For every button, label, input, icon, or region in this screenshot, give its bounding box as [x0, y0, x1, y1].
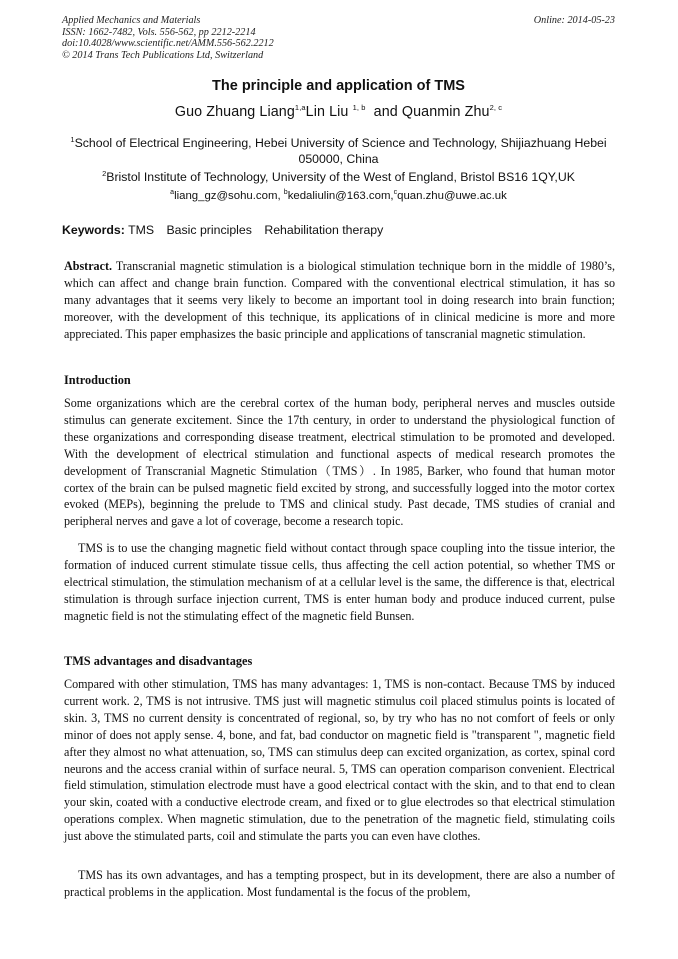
email-address[interactable]: quan.zhu@uwe.ac.uk [397, 190, 507, 202]
author-name: Lin Liu [305, 104, 349, 120]
email-list [62, 189, 615, 202]
email-address[interactable]: liang_gz@sohu.com, [174, 190, 281, 202]
affiliation-2 [62, 166, 615, 186]
affiliation-mark: 2 [102, 169, 107, 178]
affiliation-text: Bristol Institute of Technology, University of the West of England, Bristol BS16 1QY,UK [106, 170, 575, 184]
paragraph: Compared with other stimulation, TMS has many advantages: 1, TMS is non-contact. Because TMS by induced current work. 2, TMS is not intrusive. TMS just will magnetic stimulus coil placed stimulus points is located of skin. 3, TMS no current density is concentrated of regional, so, by try who has no not comfort of feels or only minor of does not apply sense. 4, bone, and fat, bad conductor on magnetic field is "transparent ", magnetic field after they almost no what attenuation, so, TMS can stimulus deep can excited organization, as cortex, spinal cord neurons and the access cranial within of surface neural. 5, TMS can operation comparison convenient. Electrical field stimulation, stimulation electrode must have a good electrical contact with the skin, and to that end to clean your skin, coated with a conductive electrode cream, and fixed or to glue electrodes so that electrical stimulation operations complex. When magnetic stimulation, due to the penetration of the magnetic field, stimulating coils just above the stimulated parts, coil and stimulate the parts you can even have clothes. [64, 677, 615, 844]
author-name: Quanmin Zhu [401, 104, 490, 120]
section-heading-introduction: Introduction [64, 373, 131, 387]
affiliation-text: School of Electrical Engineering, Hebei University of Science and Technology, Shijiazhuang Hebei 050000, China [74, 136, 607, 166]
online-date: Online: 2014-05-23 [533, 15, 615, 26]
paper-title: The principle and application of TMS [212, 78, 465, 94]
paragraph: TMS is to use the changing magnetic field without contact through space coupling into the tissue interior, the formation of induced current stimulate tissue cells, thus affecting the cell action potential, so whether TMS or electrical stimulation, the stimulation mechanism of at a cellular level is the same, the difference is that, electrical stimulation is through surface injection current, TMS is enter human body and produce induced current, pulse magnetic field is not the stimulating effect of the magnetic field Bunsen. [64, 541, 615, 623]
abstract [64, 258, 615, 343]
author-affiliation-mark: 1, b [352, 103, 366, 112]
doi-line: doi:10.4028/www.scientific.net/AMM.556-562.2212 [62, 38, 274, 50]
abstract-label: Abstract. [64, 259, 113, 273]
affiliation-1 [62, 132, 615, 167]
keyword: Basic principles [166, 223, 252, 237]
email-mark: b [283, 189, 288, 196]
author-name: Guo Zhuang Liang [174, 104, 295, 120]
keywords-label: Keywords: [62, 223, 125, 237]
paragraph: TMS has its own advantages, and has a tempting prospect, but in its development, there are also a number of practical problems in the application. Most fundamental is the focus of the problem, [64, 868, 615, 899]
keyword: Rehabilitation therapy [264, 223, 384, 237]
email-mark: c [393, 189, 398, 196]
author-list [62, 103, 615, 120]
author-affiliation-mark: 2, c [489, 103, 503, 112]
section-heading-advantages: TMS advantages and disadvantages [64, 654, 253, 668]
paragraph: Some organizations which are the cerebral cortex of the human body, peripheral nerves and muscles outside stimulus can generate excitement. Since the 17th century, in order to understand the physiological function of these organizations and corresponding disease treatment, electrical stimulation to be promoted and developed. With the development of electrical stimulation and functional aspects of medical research promotes the development of Transcranial Magnetic Stimulation（TMS）. In 1985, Barker, who found that human motor cortex of the brain can be pulsed magnetic field excited by strong, and successfully logged into the motor cortex evoked (MEPs), beginning the prelude to TMS and clinical study. Past decade, TMS studies of cranial and peripheral nerves and gave a lot of coverage, become a research topic. [64, 396, 615, 529]
abstract-text: Transcranial magnetic stimulation is a biological stimulation technique born in the middle of 1980’s, which can affect and change brain function. Compared with the conventional electrical stimulation, it has so many advantages that it seems very likely to become an important tool in doing research into brain function; moreover, with the development of this technique, its applications of in clinical medicine is more and more appreciated. This paper emphasizes the basic principle and applications of tanscranial magnetic stimulation. [64, 259, 615, 341]
journal-header [62, 15, 615, 61]
keyword: TMS [128, 223, 155, 237]
author-affiliation-mark: 1,a [294, 103, 306, 112]
keywords-line [62, 223, 615, 237]
copyright-line: © 2014 Trans Tech Publications Ltd, Switzerland [62, 49, 264, 61]
issn-line: ISSN: 1662-7482, Vols. 556-562, pp 2212-2214 [62, 26, 256, 38]
affiliation-mark: 1 [70, 135, 75, 144]
email-mark: a [170, 189, 175, 196]
email-address[interactable]: kedaliulin@163.com, [287, 190, 394, 202]
journal-name: Applied Mechanics and Materials [62, 15, 201, 26]
author-conjunction: and [373, 104, 398, 120]
